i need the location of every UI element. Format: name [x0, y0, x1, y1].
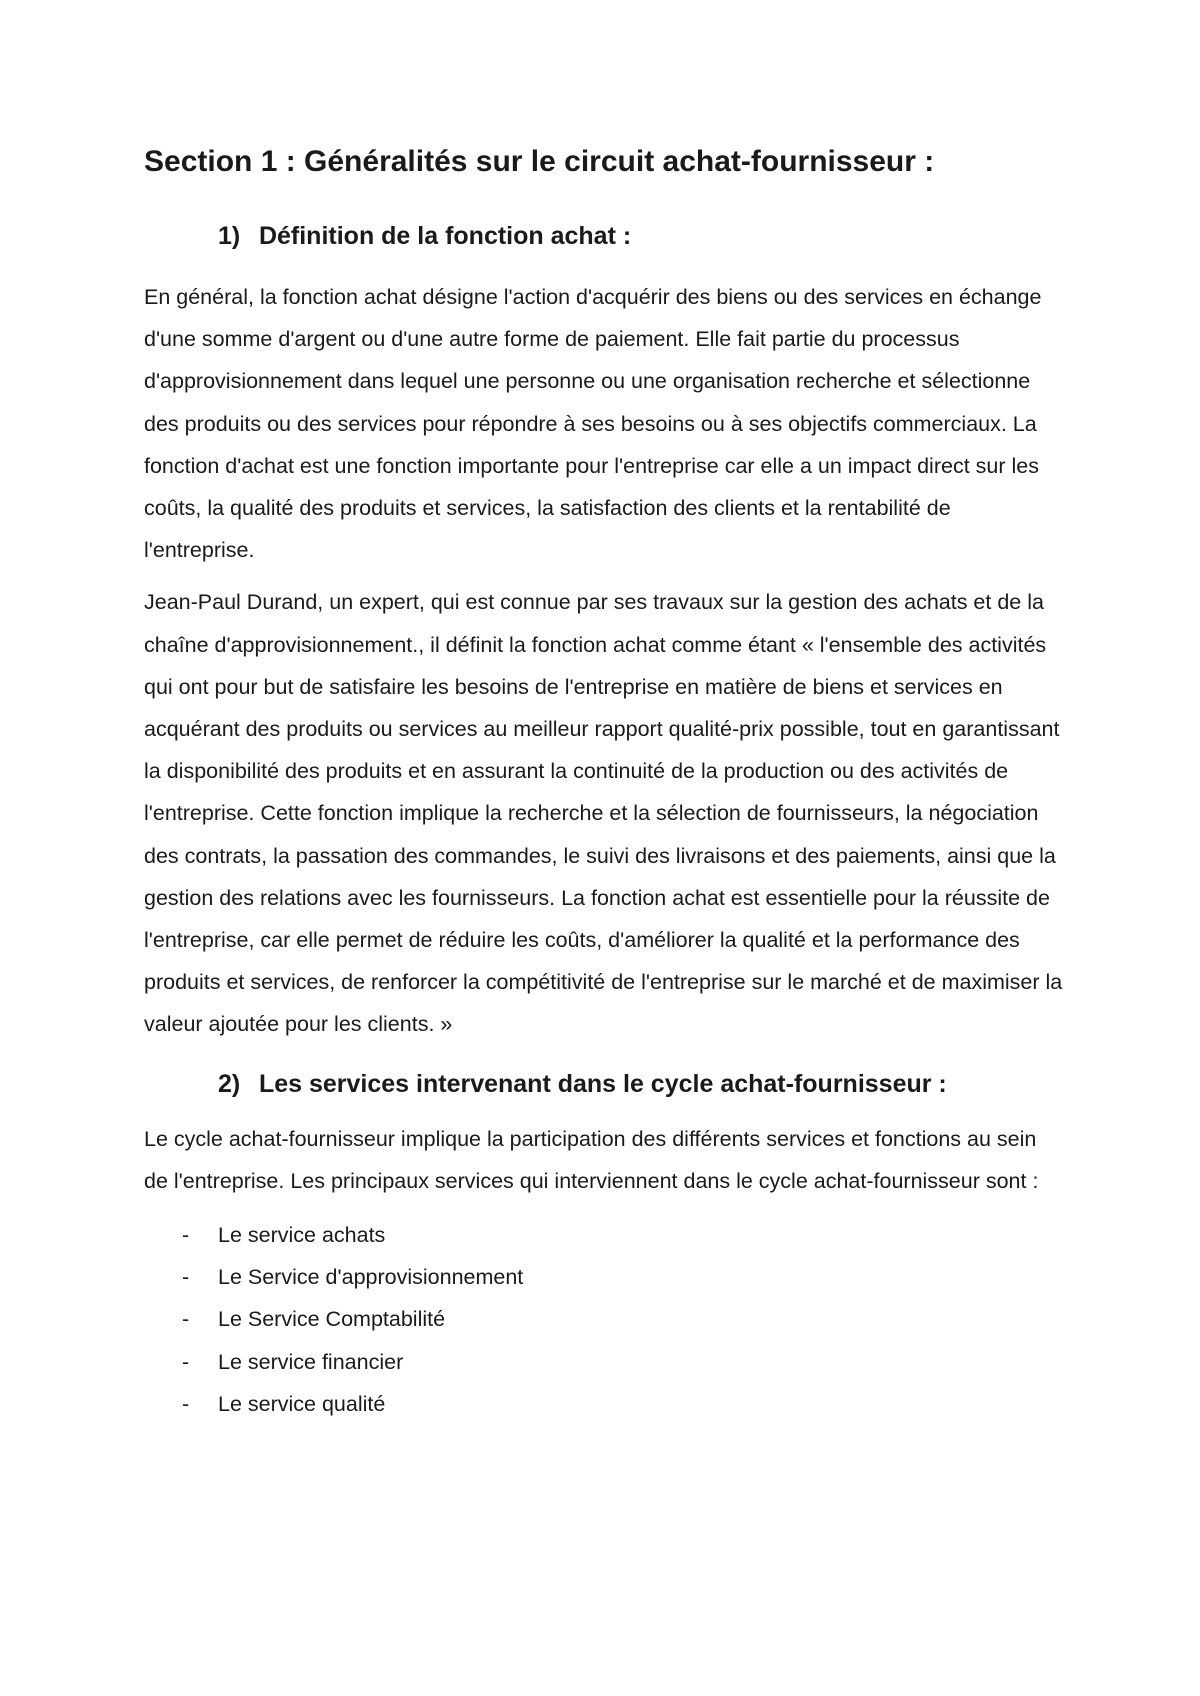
- services-list: [144, 1214, 1064, 1425]
- list-item-text: Le service qualité: [218, 1391, 386, 1416]
- list-item: [144, 1341, 1064, 1383]
- paragraph-durand-quote: Jean-Paul Durand, un expert, qui est connue par ses travaux sur la gestion des achats et de la chaîne d'approvisionnement., il définit la fonction achat comme étant « l'ensemble des activités qui ont pour but de satisfaire les besoins de l'entreprise en matière de biens et services en acquérant des produits ou services au meilleur rapport qualité-prix possible, tout en garantissant la disponibilité des produits et en assurant la continuité de la production ou des activités de l'entreprise. Cette fonction implique la recherche et la sélection de fournisseurs, la négociation des contrats, la passation des commandes, le suivi des livraisons et des paiements, ainsi que la gestion des relations avec les fournisseurs. La fonction achat est essentielle pour la réussite de l'entreprise, car elle permet de réduire les coûts, d'améliorer la qualité et la performance des produits et services, de renforcer la compétitivité de l'entreprise sur le marché et de maximiser la valeur ajoutée pour les clients. »: [144, 590, 1063, 1037]
- bullet-marker: -: [182, 1349, 190, 1374]
- list-item: [144, 1298, 1064, 1340]
- list-item: [144, 1214, 1064, 1256]
- bullet-marker: -: [182, 1223, 190, 1248]
- subsection-heading-2: [144, 1064, 1064, 1104]
- list-item: [144, 1383, 1064, 1425]
- subsection-number: 1): [218, 222, 241, 250]
- bullet-marker: -: [182, 1265, 190, 1290]
- list-item: [144, 1256, 1064, 1298]
- subsection-number: 2): [218, 1069, 241, 1098]
- subsection-title: Les services intervenant dans le cycle achat-fournisseur :: [258, 1069, 947, 1098]
- document-page: [144, 140, 1064, 1425]
- bullet-marker: -: [182, 1391, 190, 1416]
- subsection-title: Définition de la fonction achat :: [258, 222, 632, 250]
- list-item-text: Le Service d'approvisionnement: [218, 1265, 524, 1290]
- subsection-heading-1: [144, 216, 1064, 256]
- section-title: Section 1 : Généralités sur le circuit achat-fournisseur :: [144, 145, 935, 178]
- list-item-text: Le service achats: [218, 1223, 386, 1248]
- list-item-text: Le service financier: [218, 1349, 404, 1374]
- paragraph-definition: En général, la fonction achat désigne l'action d'acquérir des biens ou des services en échange d'une somme d'argent ou d'une autre forme de paiement. Elle fait partie du processus d'approvisionnement dans lequel une personne ou une organisation recherche et sélectionne des produits ou des services pour répondre à ses besoins ou à ses objectifs commerciaux. La fonction d'achat est une fonction importante pour l'entreprise car elle a un impact direct sur les coûts, la qualité des produits et services, la satisfaction des clients et la rentabilité de l'entreprise.: [144, 285, 1042, 563]
- paragraph-services-intro: Le cycle achat-fournisseur implique la participation des différents services et fonctions au sein de l'entreprise. Les principaux services qui interviennent dans le cycle achat-fournisseur sont :: [144, 1126, 1039, 1193]
- list-item-text: Le Service Comptabilité: [218, 1307, 446, 1332]
- bullet-marker: -: [182, 1307, 190, 1332]
